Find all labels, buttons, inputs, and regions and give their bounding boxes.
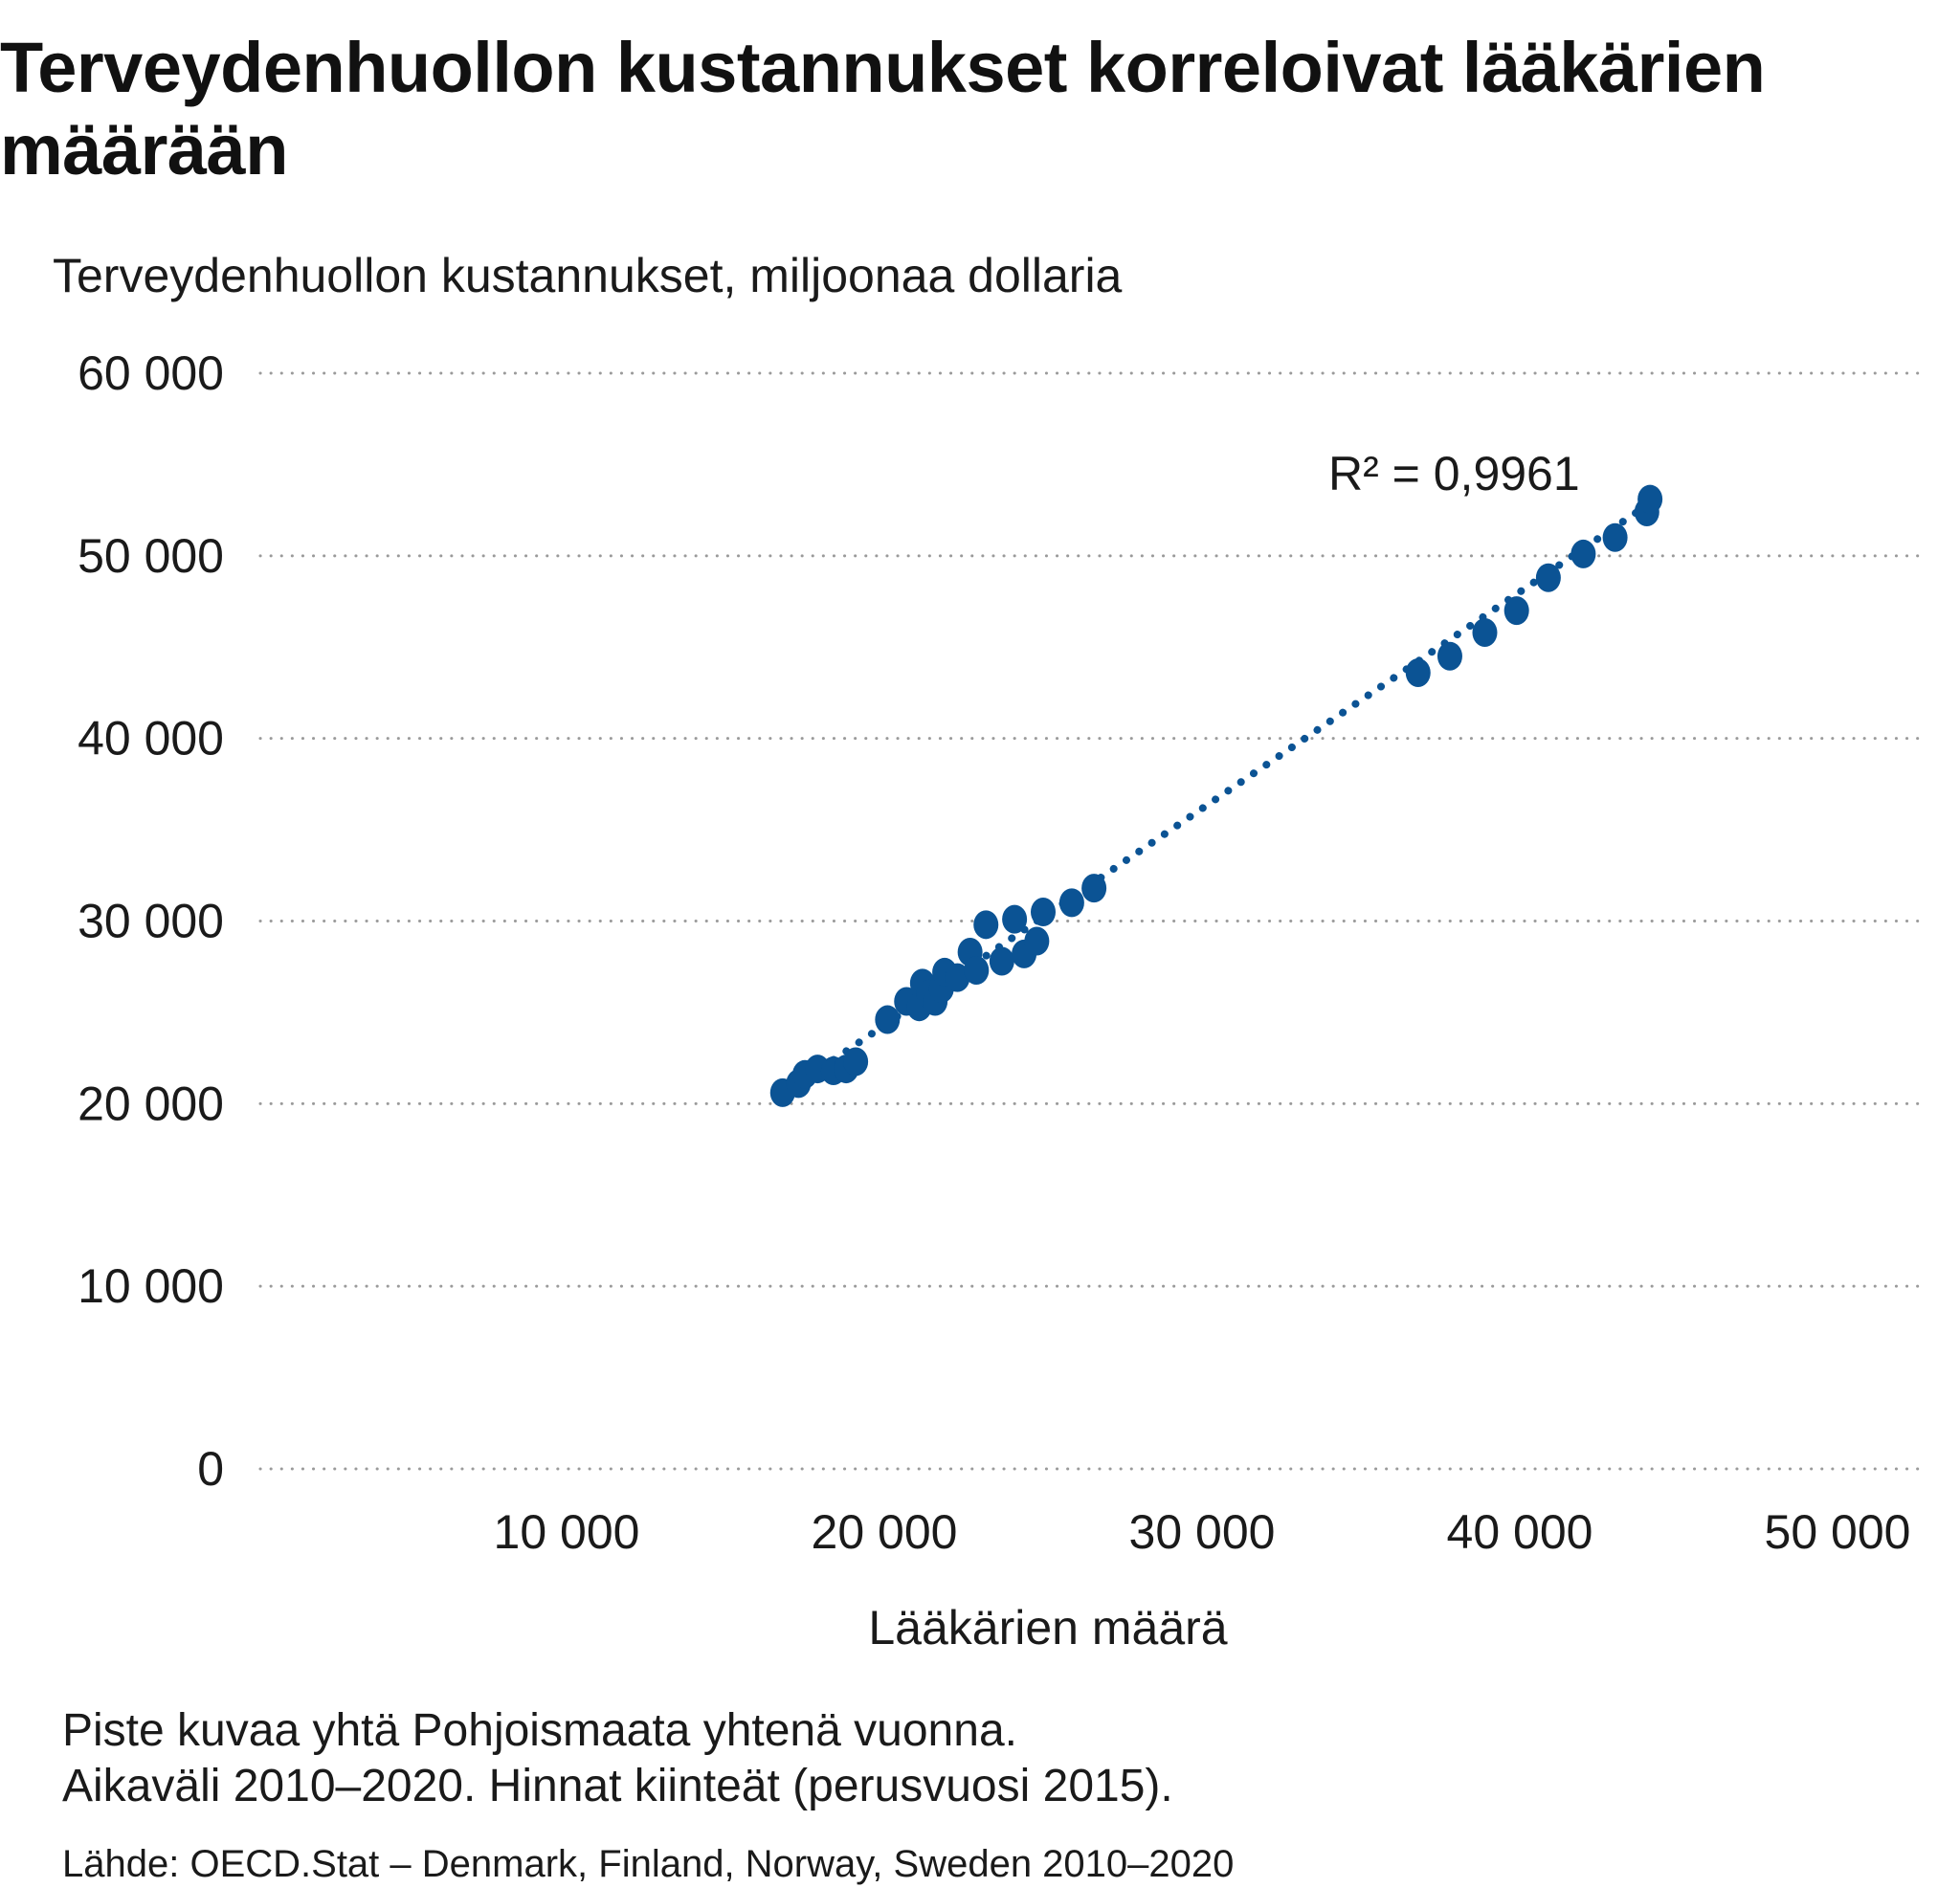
data-point (973, 910, 998, 939)
data-point (1637, 485, 1662, 514)
x-tick-labels (494, 1505, 1911, 1559)
data-point (1031, 898, 1056, 926)
r-squared-annotation: R² = 0,9961 (1328, 447, 1580, 500)
x-tick-label: 30 000 (1128, 1505, 1276, 1559)
data-point (1504, 596, 1529, 625)
data-point (875, 1006, 900, 1034)
note-line-1: Piste kuvaa yhtä Pohjoismaata yhtenä vuonna. (62, 1705, 1017, 1756)
y-tick-label: 10 000 (78, 1259, 224, 1314)
data-point (1570, 540, 1595, 568)
y-tick-label: 20 000 (78, 1077, 224, 1131)
data-point (1472, 618, 1497, 647)
y-tick-label: 0 (197, 1442, 224, 1496)
chart-title: Terveydenhuollon kustannukset korreloivat lääkärien määrään (0, 28, 1766, 189)
y-tick-label: 40 000 (78, 711, 224, 766)
data-point (1081, 874, 1106, 902)
source-line: Lähde: OECD.Stat – Denmark, Finland, Norway, Sweden 2010–2020 (62, 1843, 1235, 1885)
data-point (1002, 905, 1027, 934)
data-point (843, 1047, 868, 1076)
y-tick-label: 50 000 (78, 528, 224, 583)
data-point (1536, 564, 1561, 592)
data-point (1437, 642, 1462, 671)
data-point (1024, 926, 1049, 955)
x-tick-label: 50 000 (1764, 1505, 1911, 1559)
y-tick-label: 60 000 (78, 346, 224, 400)
data-point (964, 956, 989, 985)
x-axis-title: Lääkärien määrä (868, 1601, 1228, 1655)
x-tick-label: 40 000 (1446, 1505, 1593, 1559)
x-tick-label: 10 000 (493, 1505, 640, 1559)
data-point (1406, 658, 1431, 687)
gridlines (260, 373, 1919, 1469)
data-point (990, 946, 1014, 975)
y-tick-label: 30 000 (78, 894, 224, 948)
data-point (1603, 523, 1628, 552)
x-tick-label: 20 000 (811, 1505, 958, 1559)
y-tick-labels (78, 346, 224, 1496)
chart-note (62, 1703, 1173, 1814)
y-axis-title: Terveydenhuollon kustannukset, miljoonaa dollaria (53, 249, 1123, 302)
data-point (1059, 888, 1084, 917)
note-line-2: Aikaväli 2010–2020. Hinnat kiinteät (perusvuosi 2015). (62, 1761, 1173, 1811)
